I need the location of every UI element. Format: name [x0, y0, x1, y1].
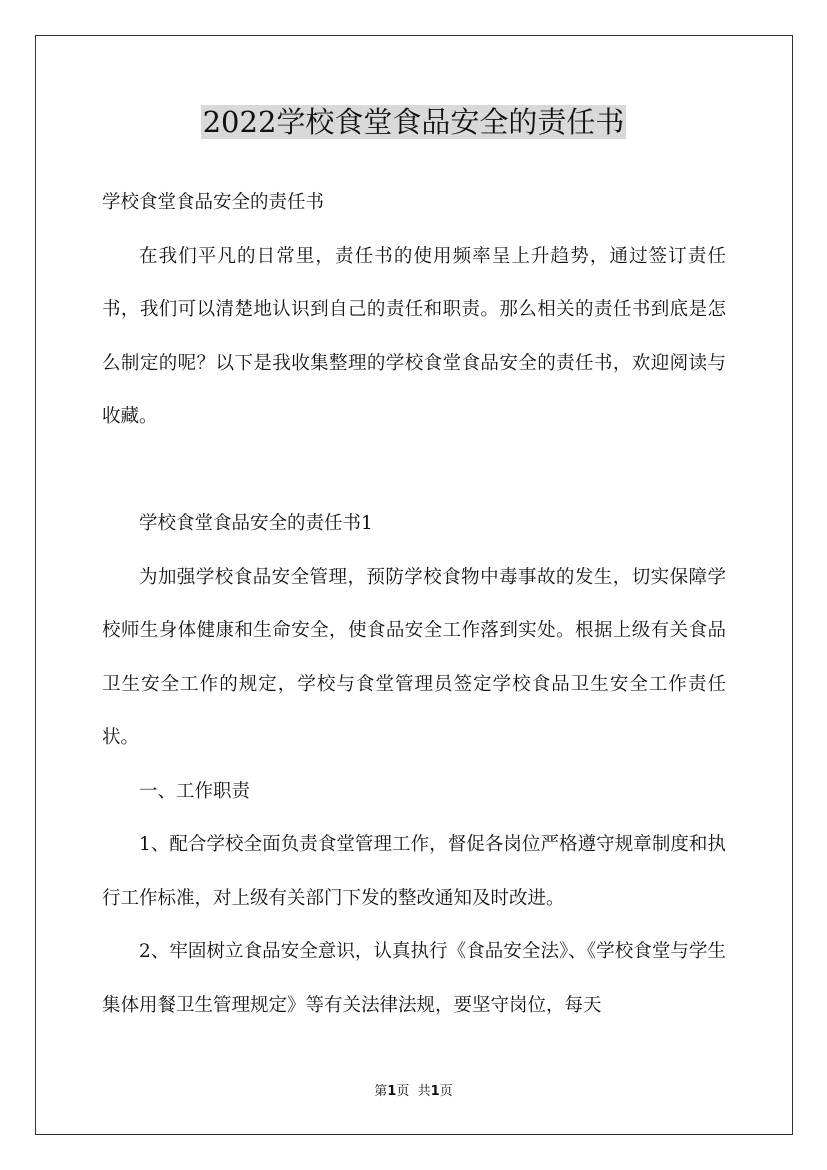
section-heading: 学校食堂食品安全的责任书1	[139, 513, 373, 534]
total-prefix: 共	[417, 1084, 431, 1099]
total-suffix: 页	[439, 1084, 453, 1099]
page-number: 1	[387, 1084, 397, 1099]
blank-line	[102, 444, 726, 498]
document-title	[0, 100, 827, 144]
page-prefix: 第	[374, 1084, 388, 1099]
page-suffix: 页	[396, 1084, 410, 1099]
list-item: 2、牢固树立食品安全意识，认真执行《食品安全法》、《学校食堂与学生集体用餐卫生管理规定》等有关法律法规，要坚守岗位，每天	[102, 941, 726, 1016]
document-body	[102, 176, 726, 1032]
subsection-heading: 一、工作职责	[139, 780, 251, 802]
intro-paragraph: 在我们平凡的日常里，责任书的使用频率呈上升趋势，通过签订责任书，我们可以清楚地认识到自己的责任和职责。那么相关的责任书到底是怎么制定的呢？以下是我收集整理的学校食堂食品安全的责任书，欢迎阅读与收藏。	[102, 245, 726, 427]
list-item: 1、配合学校全面负责食堂管理工作，督促各岗位严格遵守规章制度和执行工作标准，对上级有关部门下发的整改通知及时改进。	[102, 834, 726, 909]
document-title-text: 2022学校食堂食品安全的责任书	[202, 105, 625, 139]
total-pages: 1	[430, 1084, 440, 1099]
body-paragraph: 为加强学校食品安全管理，预防学校食物中毒事故的发生，切实保障学校师生身体健康和生命安全，使食品安全工作落到实处。根据上级有关食品卫生安全工作的规定，学校与食堂管理员签定学校食品卫生安全工作责任状。	[102, 566, 726, 748]
subtitle-paragraph: 学校食堂食品安全的责任书	[102, 192, 325, 213]
page-footer	[0, 1083, 827, 1101]
